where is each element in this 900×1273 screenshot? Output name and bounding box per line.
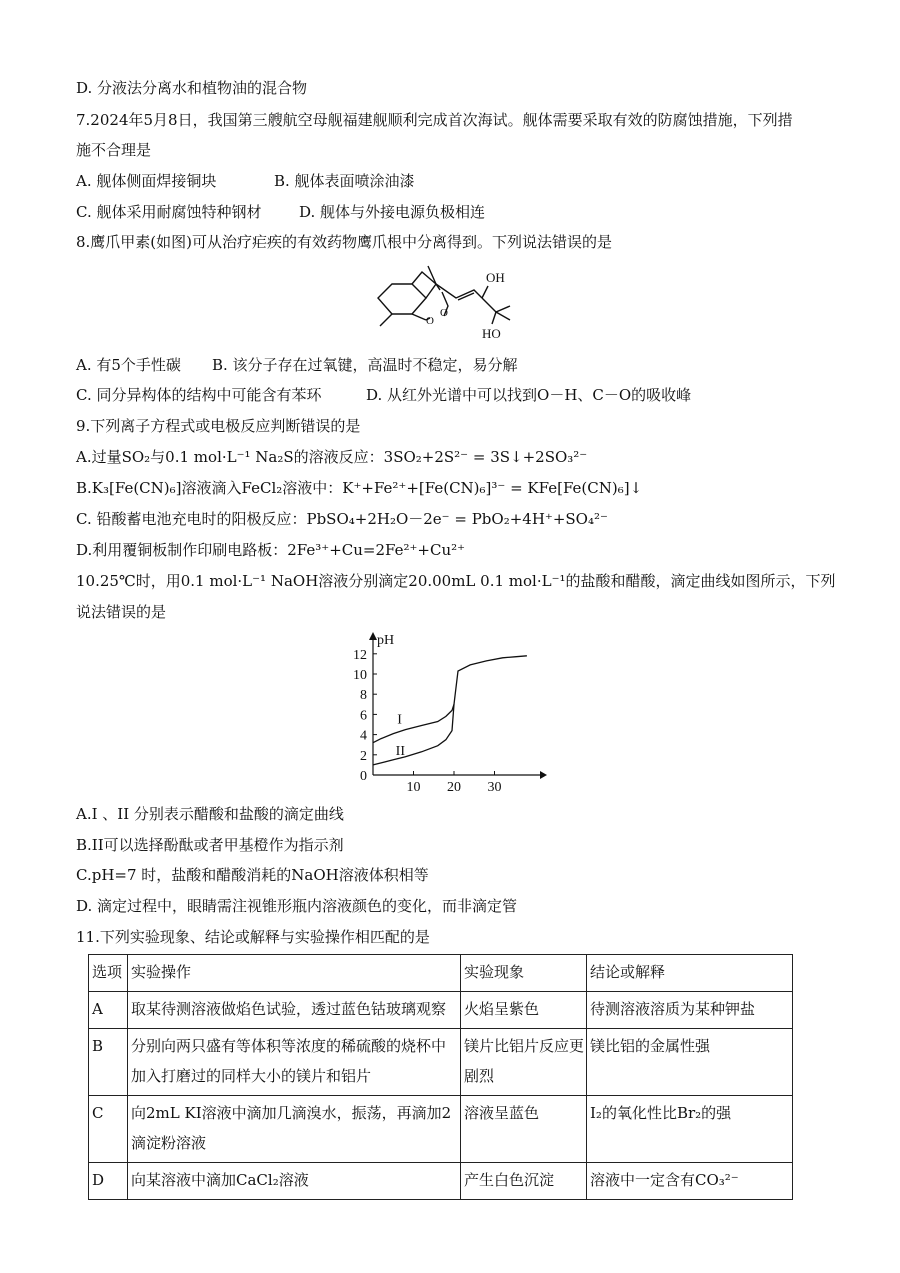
- q7-option-c: C. 舰体采用耐腐蚀特种钢材: [76, 203, 262, 221]
- q7-stem-line2: 施不合理是: [76, 141, 152, 159]
- row-b-operation: 分别向两只盛有等体积等浓度的稀硫酸的烧杯中加入打磨过的同样大小的镁片和铝片: [128, 1029, 461, 1096]
- q9-option-c: C. 铅酸蓄电池充电时的阳极反应：PbSO₄+2H₂O－2e⁻ = PbO₂+4H⁺+SO₄²⁻: [76, 510, 608, 528]
- q9-stem: 9.下列离子方程式或电极反应判断错误的是: [76, 417, 361, 435]
- q8-option-d: D. 从红外光谱中可以找到O－H、C－O的吸收峰: [366, 386, 692, 404]
- x-axis-arrow: [540, 771, 547, 779]
- table-row: [89, 1163, 793, 1200]
- x-tick-label: 20: [447, 780, 461, 795]
- y-tick-label: 12: [353, 647, 367, 663]
- row-a-conclusion: 待测溶液溶质为某种钾盐: [587, 992, 793, 1029]
- oh-label-bottom: HO: [482, 326, 501, 341]
- q10-option-d: D. 滴定过程中，眼睛需注视锥形瓶内溶液颜色的变化，而非滴定管: [76, 897, 518, 915]
- q10-option-b: B.II可以选择酚酞或者甲基橙作为指示剂: [76, 836, 344, 854]
- molecule-structure: [368, 262, 538, 346]
- row-a-option: A: [89, 992, 128, 1029]
- q8-option-c: C. 同分异构体的结构中可能含有苯环: [76, 386, 322, 404]
- q8-option-a: A. 有5个手性碳: [76, 356, 181, 374]
- row-d-operation: 向某溶液中滴加CaCl₂溶液: [128, 1163, 461, 1200]
- y-tick-label: 6: [360, 708, 367, 724]
- q10-stem-line2: 说法错误的是: [76, 603, 167, 621]
- q9-option-b: B.K₃[Fe(CN)₆]溶液滴入FeCl₂溶液中：K⁺+Fe²⁺+[Fe(CN)₆]³⁻ = KFe[Fe(CN)₆]↓: [76, 479, 643, 497]
- header-conclusion: 结论或解释: [587, 955, 793, 992]
- row-b-conclusion: 镁比铝的金属性强: [587, 1029, 793, 1096]
- header-option: 选项: [89, 955, 128, 992]
- row-d-option: D: [89, 1163, 128, 1200]
- table-row: [89, 1029, 793, 1096]
- q10-option-c: C.pH=7 时，盐酸和醋酸消耗的NaOH溶液体积相等: [76, 866, 429, 884]
- q9-option-d: D.利用覆铜板制作印刷电路板：2Fe³⁺+Cu=2Fe²⁺+Cu²⁺: [76, 541, 466, 559]
- row-b-option: B: [89, 1029, 128, 1096]
- row-b-phenomenon: 镁片比铝片反应更剧烈: [461, 1029, 587, 1096]
- y-tick-label: 10: [353, 668, 367, 683]
- row-c-conclusion: I₂的氧化性比Br₂的强: [587, 1096, 793, 1163]
- q7-option-b: B. 舰体表面喷涂油漆: [274, 172, 415, 190]
- table-row: [89, 992, 793, 1029]
- row-a-operation: 取某待测溶液做焰色试验，透过蓝色钴玻璃观察: [128, 992, 461, 1029]
- q10-stem-line1: 10.25℃时，用0.1 mol·L⁻¹ NaOH溶液分别滴定20.00mL 0.1 mol·L⁻¹的盐酸和醋酸，滴定曲线如图所示，下列: [76, 572, 836, 590]
- series-label-II: II: [395, 743, 406, 759]
- peroxide-o-1: O: [426, 315, 434, 327]
- row-d-phenomenon: 产生白色沉淀: [461, 1163, 587, 1200]
- table-header-row: [89, 955, 793, 992]
- row-a-phenomenon: 火焰呈紫色: [461, 992, 587, 1029]
- row-d-conclusion: 溶液中一定含有CO₃²⁻: [587, 1163, 793, 1200]
- q8-option-b: B. 该分子存在过氧键，高温时不稳定，易分解: [212, 356, 518, 374]
- row-c-phenomenon: 溶液呈蓝色: [461, 1096, 587, 1163]
- q7-option-a: A. 舰体侧面焊接铜块: [76, 172, 217, 190]
- y-tick-label: 2: [360, 748, 367, 764]
- x-tick-label: 10: [406, 780, 421, 795]
- q11-stem: 11.下列实验现象、结论或解释与实验操作相匹配的是: [76, 928, 430, 946]
- series-line-I: [373, 656, 527, 743]
- x-tick-label: 30: [487, 780, 502, 795]
- y-axis-label: pH: [377, 633, 395, 648]
- oh-label-top: OH: [486, 270, 505, 285]
- experiment-table: [88, 954, 793, 1200]
- peroxide-o-2: O: [440, 307, 448, 319]
- y-axis-arrow: [369, 632, 377, 640]
- y-tick-label: 8: [360, 688, 367, 704]
- q8-stem: 8.鹰爪甲素(如图)可从治疗疟疾的有效药物鹰爪根中分离得到。下列说法错误的是: [76, 233, 613, 251]
- series-line-II: [373, 704, 454, 765]
- row-c-option: C: [89, 1096, 128, 1163]
- y-tick-label: 0: [360, 769, 367, 784]
- header-operation: 实验操作: [128, 955, 461, 992]
- y-tick-label: 4: [360, 728, 367, 744]
- table-row: [89, 1096, 793, 1163]
- header-phenomenon: 实验现象: [461, 955, 587, 992]
- titration-chart: [340, 628, 550, 798]
- series-label-I: I: [397, 712, 402, 728]
- q7-option-d: D. 舰体与外接电源负极相连: [299, 203, 486, 221]
- q7-stem-line1: 7.2024年5月8日，我国第三艘航空母舰福建舰顺利完成首次海试。舰体需要采取有效的防腐蚀措施，下列措: [76, 111, 793, 129]
- row-c-operation: 向2mL KI溶液中滴加几滴溴水，振荡，再滴加2滴淀粉溶液: [128, 1096, 461, 1163]
- q10-option-a: A.I 、II 分别表示醋酸和盐酸的滴定曲线: [76, 805, 344, 823]
- q6-option-d: D. 分液法分离水和植物油的混合物: [76, 79, 308, 97]
- q9-option-a: A.过量SO₂与0.1 mol·L⁻¹ Na₂S的溶液反应：3SO₂+2S²⁻ = 3S↓+2SO₃²⁻: [76, 448, 588, 466]
